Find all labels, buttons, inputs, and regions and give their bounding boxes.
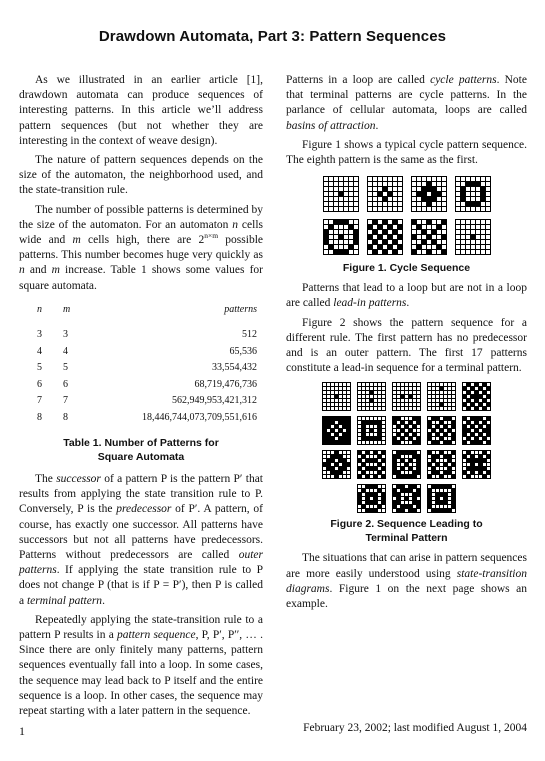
left-paragraph-4: The successor of a pattern P is the pattern P′ that results from applying the state transition rule to P. Conversely, P is the predecessor of P′. A pattern, of course, has exactly one successor. All patterns have successors but not all patterns have predecessors. Patterns without predecessors are called outer patterns. If applying the state transition rule to P does not change P (that is if P = P′), then P is called a terminal pattern. <box>19 473 263 607</box>
figure-2-pattern-15 <box>462 450 491 479</box>
left-paragraph-1: As we illustrated in an earlier article [1], drawdown automata can produce sequences of interesting patterns. In this article we’ll address pattern sequences (but not whether they are interesting in the context of weave design). <box>19 74 263 147</box>
right-paragraph-4: Figure 2 shows the pattern sequence for a different rule. The first pattern has no predecessor and is an outer pattern. The first 17 patterns constitute a lead-in sequence for a terminal pattern. <box>286 316 527 375</box>
figure-2-pattern-5 <box>462 382 491 411</box>
table-row: 7 7 562,949,953,421,312 <box>37 395 257 407</box>
figure-2-pattern-3 <box>392 382 421 411</box>
figure-2-caption: Figure 2. Sequence Leading to Terminal Pattern <box>330 518 483 545</box>
figure-2-pattern-12 <box>357 450 386 479</box>
figure-1-pattern-2 <box>367 176 403 212</box>
figure-2-pattern-16 <box>357 484 386 513</box>
figure-1-pattern-5 <box>323 219 359 255</box>
left-paragraph-5: Repeatedly applying the state-transition rule to a pattern P results in a pattern sequence, P, P′, P′′, … . Since there are only finitely many patterns, pattern sequences eventually fall into a loop. In some cases, the sequence may lead back to P itself and the entire sequence is a loop. In other cases, the sequence may repeat starting with a later pattern in the sequence. <box>19 613 263 718</box>
right-paragraph-2: Figure 1 shows a typical cycle pattern sequence. The eighth pattern is the same as the first. <box>286 138 527 167</box>
figure-2-pattern-7 <box>357 416 386 445</box>
figure-2-pattern-4 <box>427 382 456 411</box>
figure-2-pattern-18 <box>427 484 456 513</box>
left-paragraph-3: The number of possible patterns is determined by the size of the automaton. For an automaton n cells wide and m cells high, there are $2^{n\times m}$ possible patterns. This number becomes huge very quickly as n and m increase. Table 1 shows some values for square automata. <box>19 203 263 292</box>
figure-2-pattern-13 <box>392 450 421 479</box>
left-column <box>19 73 263 723</box>
figure-2-pattern-9 <box>427 416 456 445</box>
figure-1-pattern-7 <box>411 219 447 255</box>
figure-1-pattern-8 <box>455 219 491 255</box>
table-row: 6 6 68,719,476,736 <box>37 378 257 390</box>
figure-1-pattern-3 <box>411 176 447 212</box>
table-header-patterns: patterns <box>224 303 257 315</box>
left-paragraph-2: The nature of pattern sequences depends on the size of the automaton, the neighborhood used, and the state-transition rule. <box>19 154 263 197</box>
patterns-table <box>37 302 257 426</box>
table-row: 3 3 512 <box>37 329 257 341</box>
right-paragraph-5: The situations that can arise in pattern sequences are more easily understood using state-transition diagrams. Figure 1 on the next page shows an example. <box>286 552 527 611</box>
figure-2-pattern-8 <box>392 416 421 445</box>
table-row: 5 5 33,554,432 <box>37 362 257 374</box>
figure-1-pattern-6 <box>367 219 403 255</box>
figure-1-caption: Figure 1. Cycle Sequence <box>342 262 471 275</box>
table-row: 8 8 18,446,744,073,709,551,616 <box>37 411 257 423</box>
figure-2-pattern-14 <box>427 450 456 479</box>
figure-2-pattern-10 <box>462 416 491 445</box>
right-paragraph-3: Patterns that lead to a loop but are not in a loop are called lead-in patterns. <box>286 282 527 310</box>
figure-1-pattern-1 <box>323 176 359 212</box>
figure-2-sequence <box>314 382 499 513</box>
figure-2-pattern-2 <box>357 382 386 411</box>
figure-2-pattern-11 <box>322 450 351 479</box>
exponent: n×m <box>204 231 219 241</box>
figure-2-pattern-17 <box>392 484 421 513</box>
page-date: February 23, 2002; last modified August 1, 2004 <box>303 722 527 734</box>
right-column <box>286 73 527 616</box>
figure-1-pattern-4 <box>455 176 491 212</box>
right-paragraph-1: Patterns in a loop are called cycle patterns. Note that terminal patterns are cycle patterns. In the parlance of cellular automata, loops are called basins of attraction. <box>286 74 527 132</box>
figure-1-cycle-sequence <box>317 176 497 255</box>
figure-2-pattern-1 <box>322 382 351 411</box>
figure-2-pattern-6 <box>322 416 351 445</box>
table-row: 4 4 65,536 <box>37 345 257 357</box>
table-header-n: n <box>37 303 42 315</box>
table-header-m: m <box>63 303 71 315</box>
page-title: Drawdown Automata, Part 3: Pattern Sequences <box>98 28 447 45</box>
table-caption: Table 1. Number of Patterns for Square Automata <box>63 437 219 464</box>
page-number: 1 <box>19 724 25 738</box>
